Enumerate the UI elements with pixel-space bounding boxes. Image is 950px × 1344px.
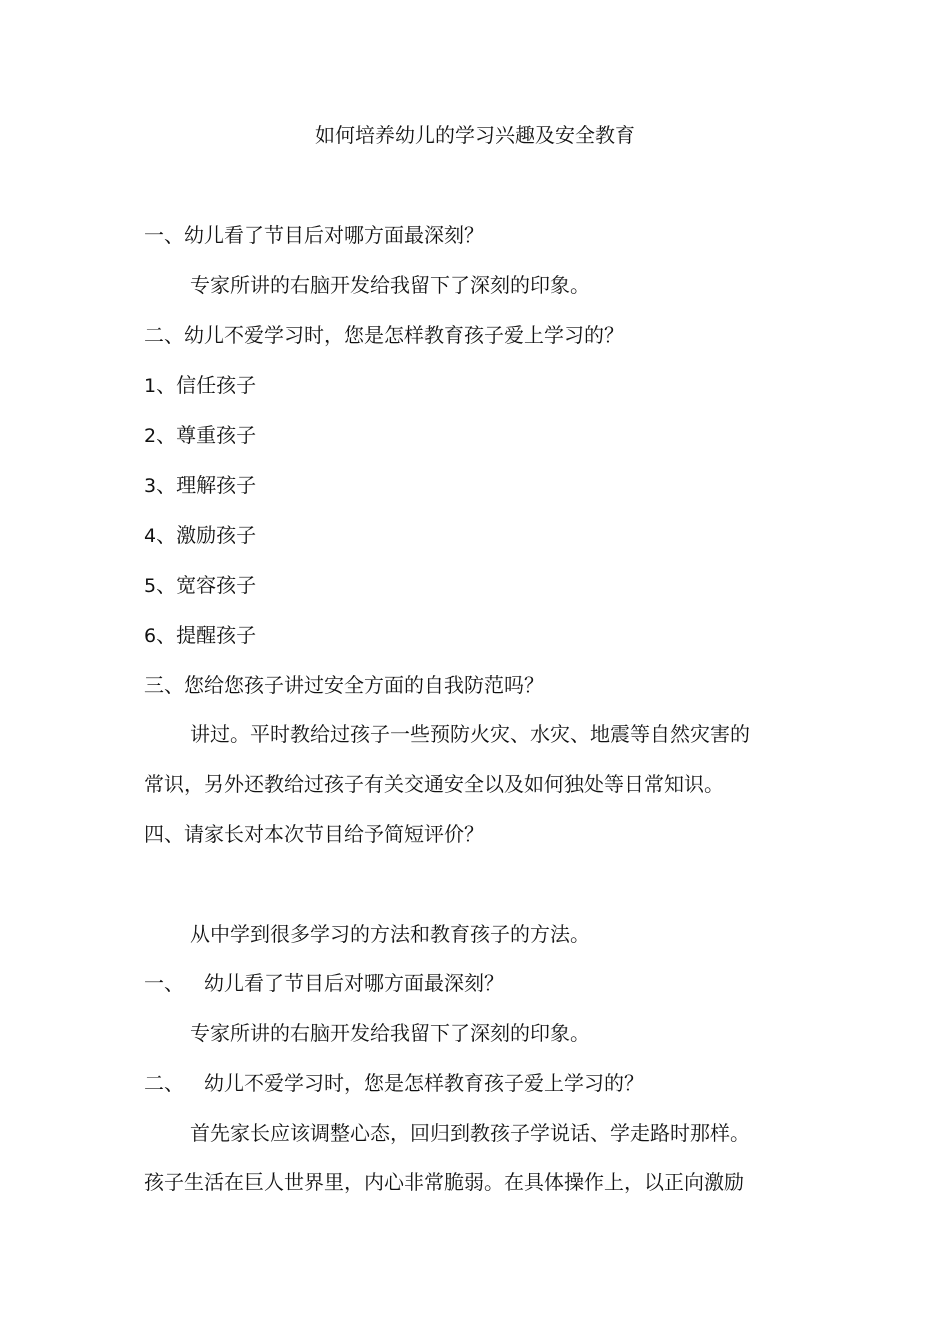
list-item	[144, 470, 824, 501]
repeat-answer-1: 专家所讲的右脑开发给我留下了深刻的印象。	[190, 1021, 590, 1045]
answer-3-line-1: 讲过。平时教给过孩子一些预防火灾、水灾、地震等自然灾害的	[190, 722, 750, 746]
repeat-answer-2-line-1: 首先家长应该调整心态，回归到教孩子学说话、学走路时那样。	[190, 1121, 750, 1145]
list-item	[144, 370, 824, 401]
list-item-number: 4	[144, 525, 157, 547]
repeat-answer-2-line-2: 孩子生活在巨人世界里，内心非常脆弱。在具体操作上，以正向激励	[144, 1170, 744, 1194]
repeat-question-1-text: 幼儿看了节目后对哪方面最深刻？	[204, 971, 504, 995]
list-item-number: 1	[144, 375, 157, 397]
question-2: 二、幼儿不爱学习时，您是怎样教育孩子爱上学习的？	[144, 323, 624, 347]
list-item-text: 、提醒孩子	[156, 623, 257, 647]
list-item-number: 2	[144, 425, 157, 447]
list-item-number: 5	[144, 575, 157, 597]
repeat-question-2-number: 二、	[144, 1071, 184, 1095]
list-item-number: 3	[144, 475, 157, 497]
list-item-number: 6	[144, 625, 157, 647]
question-4: 四、请家长对本次节目给予简短评价？	[144, 822, 484, 846]
repeat-question-1-number: 一、	[144, 971, 184, 995]
list-item	[144, 620, 824, 651]
answer-1: 专家所讲的右脑开发给我留下了深刻的印象。	[190, 273, 590, 297]
question-3: 三、您给您孩子讲过安全方面的自我防范吗？	[144, 673, 544, 697]
list-item-text: 、信任孩子	[156, 373, 257, 397]
repeat-question-1	[144, 968, 824, 998]
list-item-text: 、尊重孩子	[156, 423, 257, 447]
repeat-question-2-text: 幼儿不爱学习时，您是怎样教育孩子爱上学习的？	[204, 1071, 644, 1095]
answer-3-line-2: 常识，另外还教给过孩子有关交通安全以及如何独处等日常知识。	[144, 772, 724, 796]
list-item	[144, 570, 824, 601]
repeat-question-2	[144, 1068, 824, 1098]
list-item-text: 、激励孩子	[156, 523, 257, 547]
list-item	[144, 520, 824, 551]
list-item-text: 、理解孩子	[156, 473, 257, 497]
list-item-text: 、宽容孩子	[156, 573, 257, 597]
question-1: 一、幼儿看了节目后对哪方面最深刻？	[144, 223, 484, 247]
page-title: 如何培养幼儿的学习兴趣及安全教育	[315, 123, 635, 147]
answer-4: 从中学到很多学习的方法和教育孩子的方法。	[190, 922, 590, 946]
list-item	[144, 420, 824, 451]
